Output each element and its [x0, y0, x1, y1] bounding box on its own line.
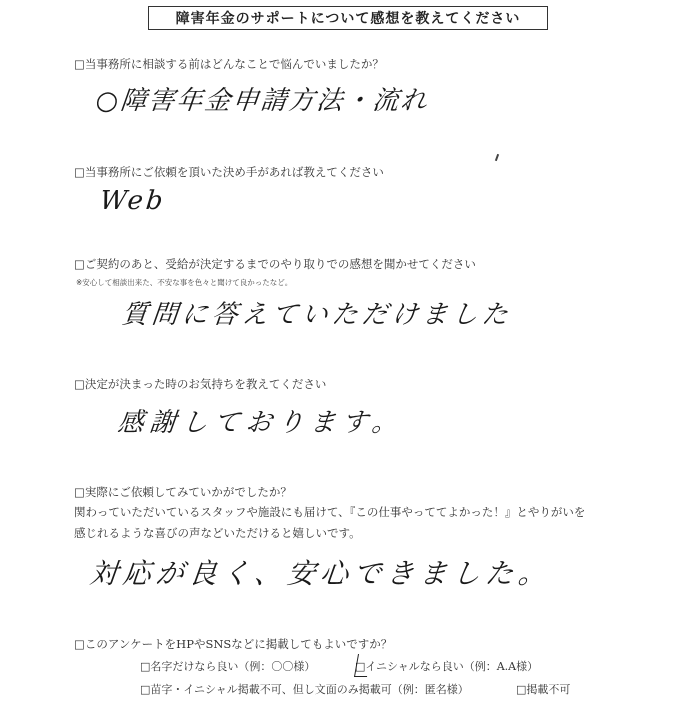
answer-worries: ○障害年金申請方法・流れ [94, 86, 431, 116]
question-feelings: □決定が決まった時のお気持ちを教えてください [74, 377, 327, 391]
question-experience-body-2: 感じれるような喜びの声などいただけると嬉しいです。 [74, 526, 361, 540]
option-no-publish[interactable]: □掲載不可 [516, 683, 571, 696]
question-impressions-note: ※安心して相談出来た、不安な事を色々と聞けて良かったなど。 [76, 278, 293, 287]
question-deciding-factor: □当事務所にご依頼を頂いた決め手があれば教えてください [74, 165, 384, 179]
stray-mark [495, 154, 499, 161]
page-title: 障害年金のサポートについて感想を教えてください [148, 6, 548, 30]
question-worries: □当事務所に相談する前はどんなことで悩んでいましたか？ [74, 57, 384, 71]
option-initials-ok[interactable]: □イニシャルなら良い（例：A.A様） [355, 660, 539, 673]
question-experience-body-1: 関わっていただいているスタッフや施設にも届けて、『この仕事やっててよかった！』とやりがいを [74, 505, 586, 519]
answer-deciding-factor: Web [98, 186, 168, 216]
question-experience: □実際にご依頼してみていかがでしたか？ [74, 485, 292, 499]
question-publish-permission: □このアンケートをHPやSNSなどに掲載してもよいですか？ [74, 637, 393, 651]
option-surname-only[interactable]: □名字だけなら良い（例：〇〇様） [140, 660, 316, 673]
option-text-only[interactable]: □苗字・イニシャル掲載不可、但し文面のみ掲載可（例：匿名様） [140, 683, 469, 696]
answer-feelings: 感謝しております。 [116, 408, 406, 438]
question-impressions: □ご契約のあと、受給が決定するまでのやり取りでの感想を聞かせてください [74, 257, 476, 271]
answer-impressions: 質問に答えていただけました [120, 300, 514, 330]
answer-experience: 対応が良く、安心できました。 [88, 557, 554, 590]
